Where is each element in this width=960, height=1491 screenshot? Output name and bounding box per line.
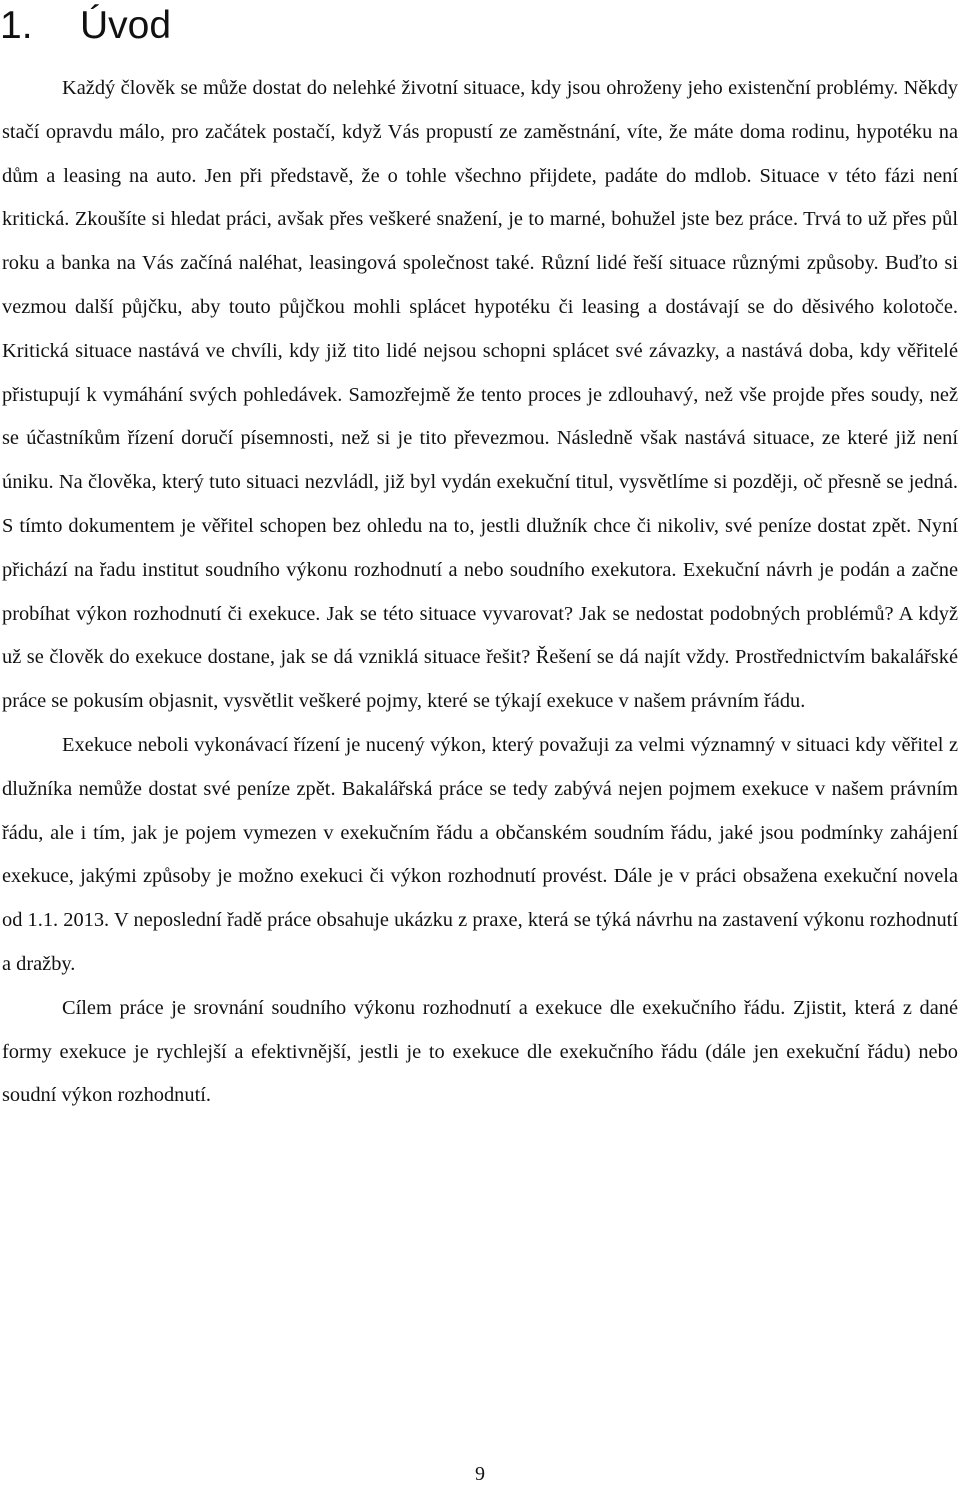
chapter-number: 1. bbox=[0, 4, 33, 47]
paragraph-goal: Cílem práce je srovnání soudního výkonu rozhodnutí a exekuce dle exekučního řádu. Zjistit, která z dané formy exekuce je rychlejší a efektivnější, jestli je to exekuce dle exekučního řádu (dále jen exekuční řádu) nebo soudní výkon rozhodnutí. bbox=[2, 996, 958, 1107]
paragraph-intro: Každý člověk se může dostat do nelehké životní situace, kdy jsou ohroženy jeho existenční problémy. Někdy stačí opravdu málo, pro začátek postačí, když Vás propustí ze zaměstnání, víte, že máte doma rodinu, hypotéku na dům a leasing na auto. Jen při představě, že o tohle všechno přijdete, padáte do mdlob. Situace v této fázi není kritická. Zkoušíte si hledat práci, avšak přes veškeré snažení, je to marné, bohužel jste bez práce. Trvá to už přes půl roku a banka na Vás začíná naléhat, leasingová společnost také. Různí lidé řeší situace různými způsoby. Buďto si vezmou další půjčku, aby touto půjčkou mohli splácet hypotéku či leasing a dostávají se do děsivého kolotoče. Kritická situace nastává ve chvíli, kdy již tito lidé nejsou schopni splácet své závazky, a nastává doba, kdy věřitelé přistupují k vymáhání svých pohledávek. Samozřejmě že tento proces je zdlouhavý, než vše projde přes soudy, než se účastníkům řízení doručí písemnosti, než si je tito převezmou. Následně však nastává situace, ze které již není úniku. Na člověka, který tuto situaci nezvládl, již byl vydán exekuční titul, vysvětlíme si později, oč přesně se jedná. S tímto dokumentem je věřitel schopen bez ohledu na to, jestli dlužník chce či nikoliv, své peníze dostat zpět. Nyní přichází na řadu institut soudního výkonu rozhodnutí a nebo soudního exekutora. Exekuční návrh je podán a začne probíhat výkon rozhodnutí či exekuce. Jak se této situace vyvarovat? Jak se nedostat podobných problémů? A když už se člověk do exekuce dostane, jak se dá vzniklá situace řešit? Řešení se dá najít vždy. Prostřednictvím bakalářské práce se pokusím objasnit, vysvětlit veškeré pojmy, které se týkají exekuce v našem právním řádu. bbox=[2, 77, 958, 713]
page-number: 9 bbox=[475, 1463, 485, 1485]
body-text bbox=[2, 67, 958, 1118]
chapter-title: Úvod bbox=[80, 4, 172, 47]
chapter-heading bbox=[0, 2, 171, 50]
paragraph-scope: Exekuce neboli vykonávací řízení je nucený výkon, který považuji za velmi významný v situaci kdy věřitel z dlužníka nemůže dostat své peníze zpět. Bakalářská práce se tedy zabývá nejen pojmem exekuce v našem právním řádu, ale i tím, jak je pojem vymezen v exekučním řádu a občanském soudním řádu, jaké jsou podmínky zahájení exekuce, jakými způsoby je možno exekuci či výkon rozhodnutí provést. Dále je v práci obsažena exekuční novela od 1.1. 2013. V neposlední řadě práce obsahuje ukázku z praxe, která se týká návrhu na zastavení výkonu rozhodnutí a dražby. bbox=[2, 733, 958, 975]
